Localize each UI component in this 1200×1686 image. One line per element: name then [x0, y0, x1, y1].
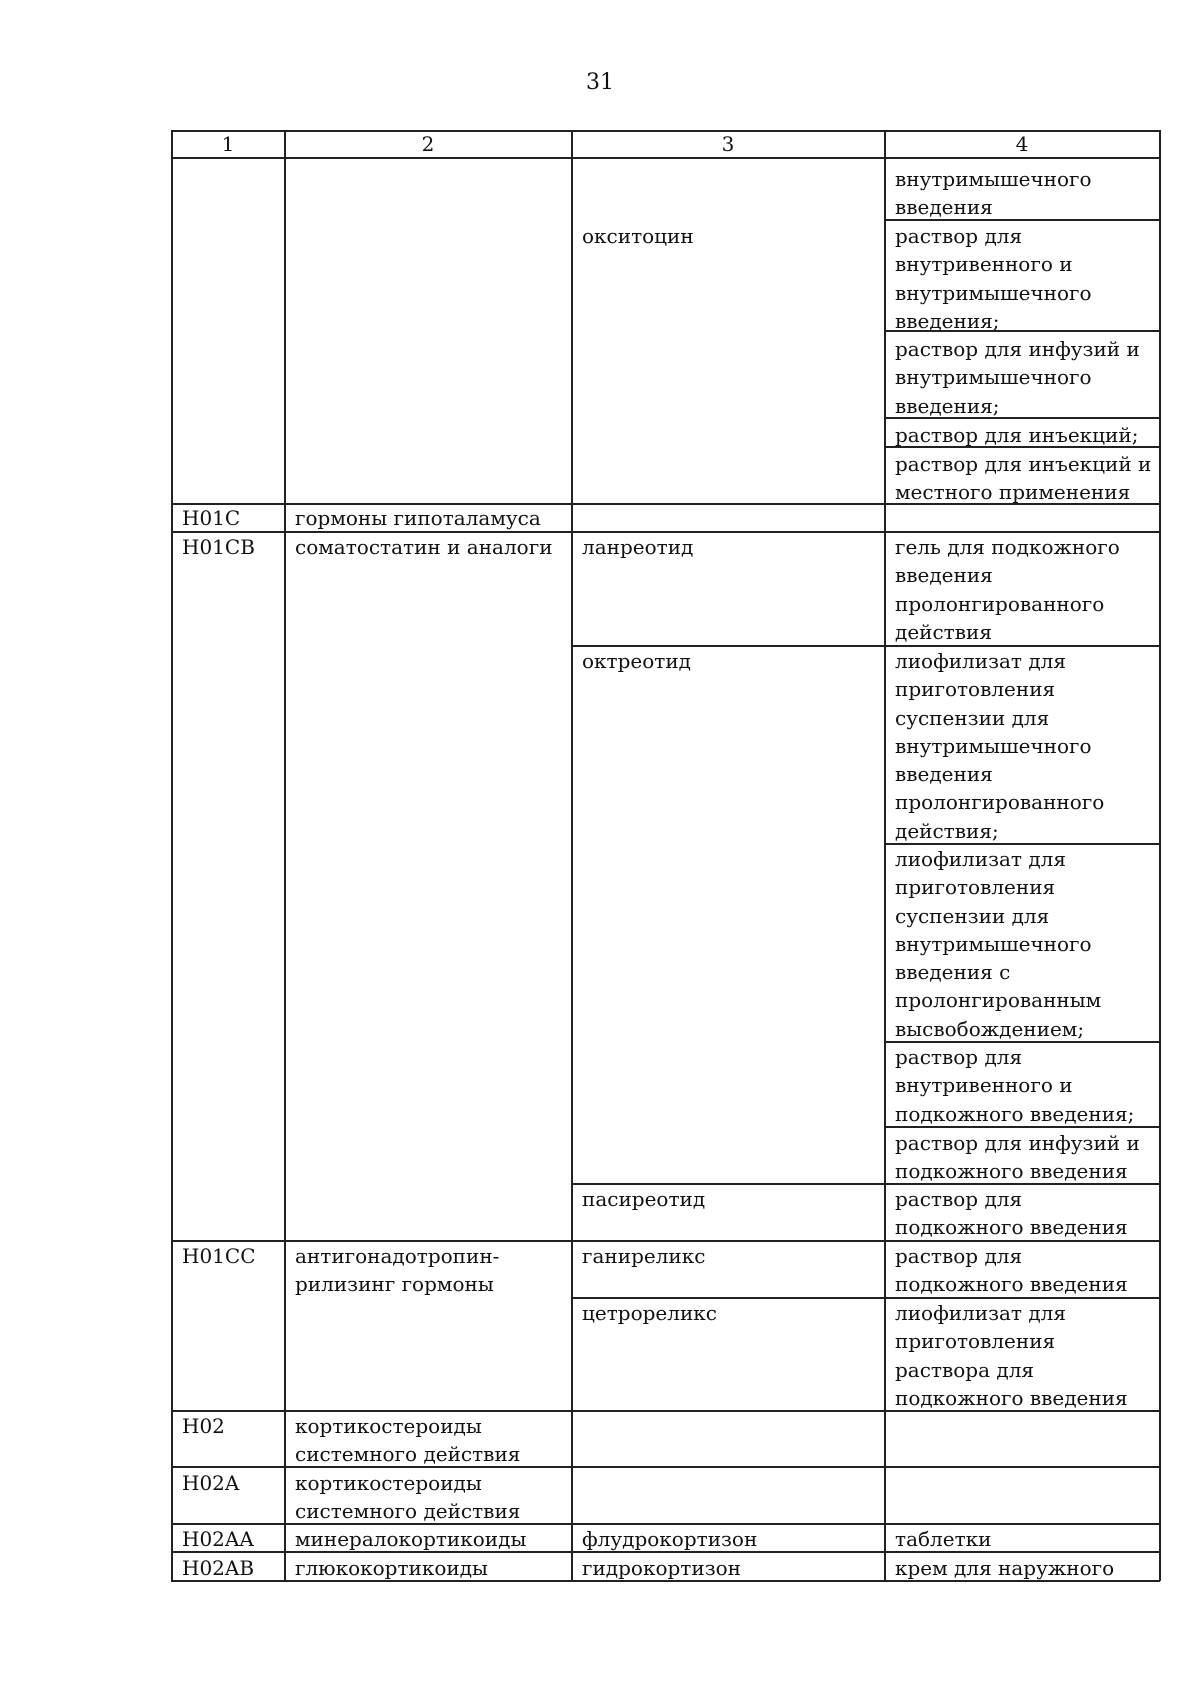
drug-name: ланреотид: [582, 535, 694, 559]
dosage-form: внутримышечного введения: [895, 167, 1092, 220]
dosage-form: раствор для внутривенного и подкожного введения;: [895, 1045, 1135, 1126]
drug-name: пасиреотид: [582, 1187, 706, 1211]
dosage-form: лиофилизат для приготовления суспензии для внутримышечного введения с пролонгированным высвобождением;: [895, 847, 1102, 1041]
rule: [284, 130, 286, 1581]
dosage-form: раствор для инъекций и местного применения: [895, 452, 1152, 505]
drug-name: ганиреликс: [582, 1244, 706, 1268]
column-header: 1: [221, 132, 235, 156]
dosage-form: раствор для инфузий и подкожного введения: [895, 1131, 1140, 1184]
atc-code: H02AB: [182, 1556, 255, 1580]
dosage-form: раствор для внутривенного и внутримышечного введения;: [895, 224, 1092, 333]
group-name: глюкокортикоиды: [295, 1556, 488, 1580]
drug-name: цетрореликс: [582, 1301, 717, 1325]
column-header: 2: [421, 132, 435, 156]
rule: [171, 157, 1160, 159]
group-name: соматостатин и аналоги: [295, 535, 553, 559]
dosage-form: раствор для подкожного введения: [895, 1244, 1128, 1297]
page-number: 31: [586, 70, 614, 95]
atc-code: H02AA: [182, 1527, 254, 1551]
dosage-form: раствор для инъекций;: [895, 423, 1139, 447]
group-name: минералокортикоиды: [295, 1527, 527, 1551]
drug-name: октреотид: [582, 649, 691, 673]
group-name: гормоны гипоталамуса: [295, 506, 541, 530]
column-header: 4: [1015, 132, 1029, 156]
atc-code: H01CB: [182, 535, 255, 559]
atc-code: H02: [182, 1414, 225, 1438]
atc-code: H02A: [182, 1471, 240, 1495]
atc-code: H01CC: [182, 1244, 256, 1268]
column-header: 3: [721, 132, 735, 156]
group-name: кортикостероиды системного действия: [295, 1471, 521, 1524]
dosage-form: лиофилизат для приготовления суспензии для внутримышечного введения пролонгированного действия;: [895, 649, 1105, 843]
drug-name: гидрокортизон: [582, 1556, 741, 1580]
rule: [1159, 130, 1161, 1581]
dosage-form: гель для подкожного введения пролонгированного действия: [895, 535, 1120, 644]
dosage-form: крем для наружного: [895, 1556, 1115, 1580]
dosage-form: раствор для инфузий и внутримышечного введения;: [895, 337, 1140, 418]
drug-name: окситоцин: [582, 224, 694, 248]
rule: [571, 130, 573, 1581]
atc-code: H01C: [182, 506, 241, 530]
rule: [171, 130, 173, 1581]
group-name: антигонадотропин- рилизинг гормоны: [295, 1244, 500, 1297]
dosage-form: раствор для подкожного введения: [895, 1187, 1128, 1240]
dosage-form: таблетки: [895, 1527, 992, 1551]
drug-name: флудрокортизон: [582, 1527, 758, 1551]
dosage-form: лиофилизат для приготовления раствора для подкожного введения: [895, 1301, 1128, 1410]
group-name: кортикостероиды системного действия: [295, 1414, 521, 1467]
